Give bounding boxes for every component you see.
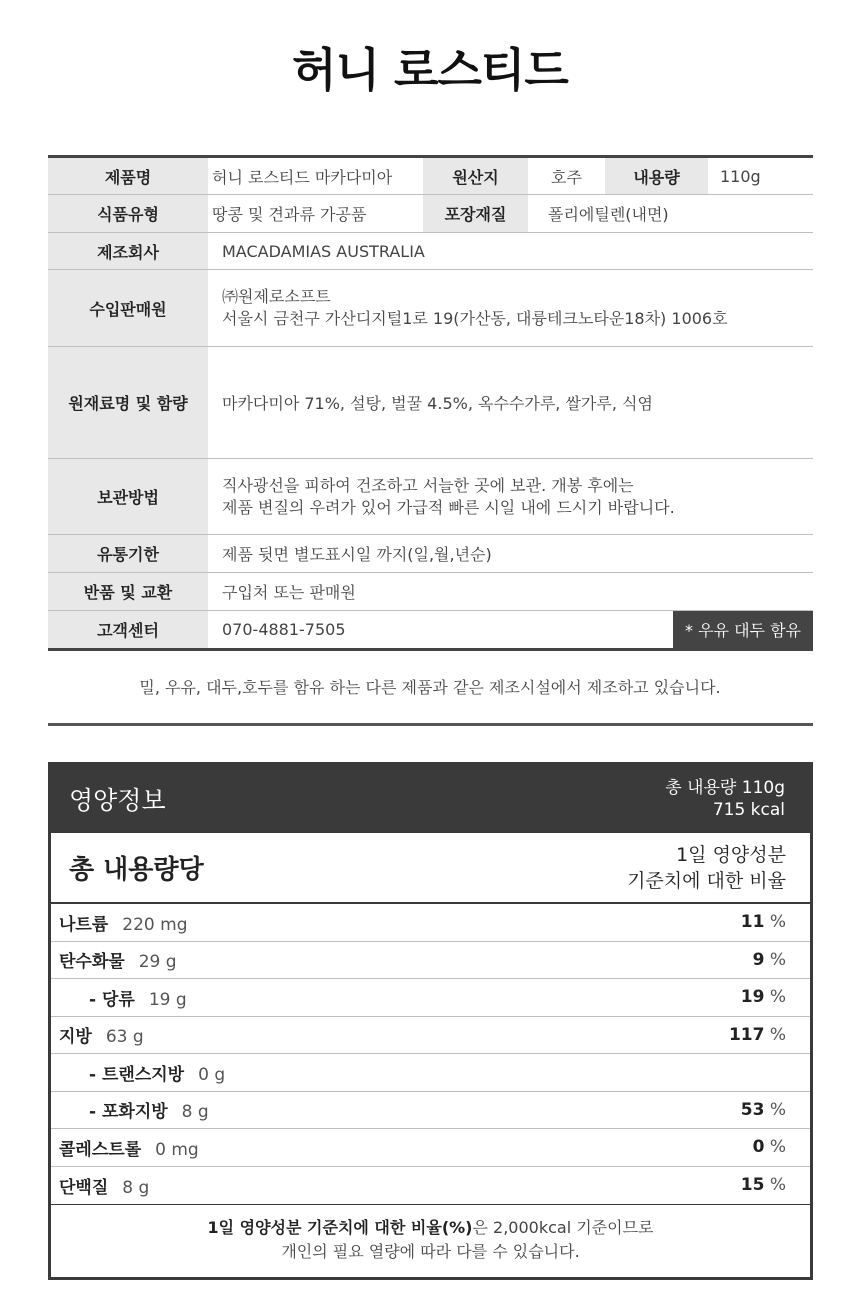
storage-line-1: 직사광선을 피하여 건조하고 서늘한 곳에 보관. 개봉 후에는 <box>222 475 634 495</box>
daily-value-line-2: 기준치에 대한 비율 <box>627 869 786 892</box>
return-value: 구입처 또는 판매원 <box>222 583 356 602</box>
nutrient-pct: 0 <box>752 1137 765 1158</box>
info-row-manufacturer <box>48 233 813 270</box>
nutrient-pct: 9 <box>752 949 765 970</box>
nutrition-panel <box>48 762 813 1280</box>
nutrient-name: 탄수화물 <box>59 952 125 973</box>
origin-value: 호주 <box>551 167 582 187</box>
nutrient-row-saturated-fat <box>51 1092 810 1130</box>
nutrient-name: 지방 <box>59 1027 92 1048</box>
info-row-product <box>48 158 813 195</box>
volume-label: 내용량 <box>605 158 708 194</box>
info-row-return <box>48 573 813 611</box>
packaging-label: 포장재질 <box>423 195 528 232</box>
origin-label: 원산지 <box>423 158 528 194</box>
allergy-note: 밀, 우유, 대두,호두를 함유 하는 다른 제품과 같은 제조시설에서 제조하고 있습니다. <box>139 678 721 697</box>
food-type-value: 땅콩 및 견과류 가공품 <box>212 205 367 224</box>
footnote-rest: 은 2,000kcal 기준이므로 <box>472 1218 654 1237</box>
nutrient-row-trans-fat <box>51 1054 810 1092</box>
importer-name: ㈜원제로소프트 <box>222 287 331 306</box>
info-row-storage <box>48 459 813 535</box>
pct-unit: % <box>764 1137 786 1158</box>
footnote-line-2: 개인의 필요 열량에 따라 다를 수 있습니다. <box>281 1242 580 1261</box>
allergy-badge: * 우유 대두 함유 <box>673 611 813 648</box>
nutrient-amount: 29 g <box>138 952 177 973</box>
pct-unit: % <box>764 1099 786 1120</box>
info-row-importer <box>48 270 813 347</box>
nutrient-name: 단백질 <box>59 1177 109 1198</box>
ingredients-value: 마카다미아 71%, 설탕, 벌꿀 4.5%, 옥수수가루, 쌀가루, 식염 <box>222 394 653 413</box>
pct-unit: % <box>764 1024 786 1045</box>
info-row-ingredients <box>48 347 813 459</box>
info-row-customer-center <box>48 611 813 648</box>
section-divider <box>48 723 813 726</box>
nutrient-row-sodium <box>51 904 810 942</box>
pct-unit: % <box>764 912 786 933</box>
nutrient-name: - 포화지방 <box>89 1102 168 1123</box>
nutrient-amount: 8 g <box>122 1177 150 1198</box>
return-label: 반품 및 교환 <box>48 573 208 610</box>
nutrient-amount: 63 g <box>105 1027 144 1048</box>
nutrition-title: 영양정보 <box>69 786 166 815</box>
nutrient-row-carbs <box>51 942 810 980</box>
info-row-expiry <box>48 535 813 573</box>
nutrient-amount: 0 g <box>198 1064 226 1085</box>
nutrient-row-sugars <box>51 979 810 1017</box>
nutrient-name: 콜레스트롤 <box>59 1139 142 1160</box>
nutrient-name: 나트륨 <box>59 914 109 935</box>
nutrient-amount: 8 g <box>181 1102 209 1123</box>
storage-label: 보관방법 <box>48 459 208 534</box>
nutrient-amount: 19 g <box>148 989 187 1010</box>
daily-value-line-1: 1일 영양성분 <box>676 843 786 866</box>
nutrition-header <box>51 765 810 833</box>
nutrient-name: - 트랜스지방 <box>89 1064 185 1085</box>
nutrient-amount: 0 mg <box>155 1139 199 1160</box>
pct-unit: % <box>764 949 786 970</box>
nutrient-amount: 220 mg <box>122 914 188 935</box>
nutrient-name: - 당류 <box>89 989 135 1010</box>
expiry-label: 유통기한 <box>48 535 208 572</box>
product-info-table <box>48 155 813 651</box>
product-name-label: 제품명 <box>48 158 208 194</box>
pct-unit: % <box>764 987 786 1008</box>
nutrient-row-fat <box>51 1017 810 1055</box>
importer-value <box>208 270 728 346</box>
ingredients-label: 원재료명 및 함량 <box>48 347 208 458</box>
nutrient-pct: 11 <box>740 912 765 933</box>
nutrition-total <box>665 777 785 821</box>
nutrition-subheader <box>51 833 810 904</box>
packaging-value: 폴리에틸렌(내면) <box>548 205 669 224</box>
nutrient-pct: 53 <box>740 1099 765 1120</box>
nutrient-row-protein <box>51 1167 810 1205</box>
nutrient-pct: 19 <box>740 987 765 1008</box>
product-name-value: 허니 로스티드 마카다미아 <box>212 167 393 187</box>
manufacturer-value: MACADAMIAS AUSTRALIA <box>222 241 425 261</box>
customer-center-phone: 070-4881-7505 <box>222 620 346 639</box>
storage-line-2: 제품 변질의 우려가 있어 가급적 빠른 시일 내에 드시기 바랍니다. <box>222 497 675 517</box>
storage-value <box>208 459 675 534</box>
page-title: 허니 로스티드 <box>292 43 568 97</box>
per-total-label: 총 내용량당 <box>69 855 204 885</box>
nutrient-row-cholesterol <box>51 1129 810 1167</box>
volume-value: 110g <box>720 166 761 186</box>
daily-value-header <box>627 842 786 894</box>
importer-address: 서울시 금천구 가산디지털1로 19(가산동, 대륭테크노타운18차) 1006호 <box>222 309 728 328</box>
pct-unit: % <box>764 1175 786 1196</box>
nutrition-total-kcal: 715 kcal <box>712 800 785 820</box>
importer-label: 수입판매원 <box>48 270 208 346</box>
nutrition-footnote <box>51 1204 810 1264</box>
footnote-bold: 1일 영양성분 기준치에 대한 비율(%) <box>207 1218 473 1237</box>
manufacturer-label: 제조회사 <box>48 233 208 269</box>
expiry-value: 제품 뒷면 별도표시일 까지(일,월,년순) <box>222 545 492 564</box>
nutrient-pct: 117 <box>728 1024 765 1045</box>
info-row-foodtype <box>48 195 813 233</box>
nutrient-pct: 15 <box>740 1175 765 1196</box>
customer-center-label: 고객센터 <box>48 611 208 648</box>
nutrition-total-amount: 총 내용량 110g <box>665 778 785 798</box>
food-type-label: 식품유형 <box>48 195 208 232</box>
